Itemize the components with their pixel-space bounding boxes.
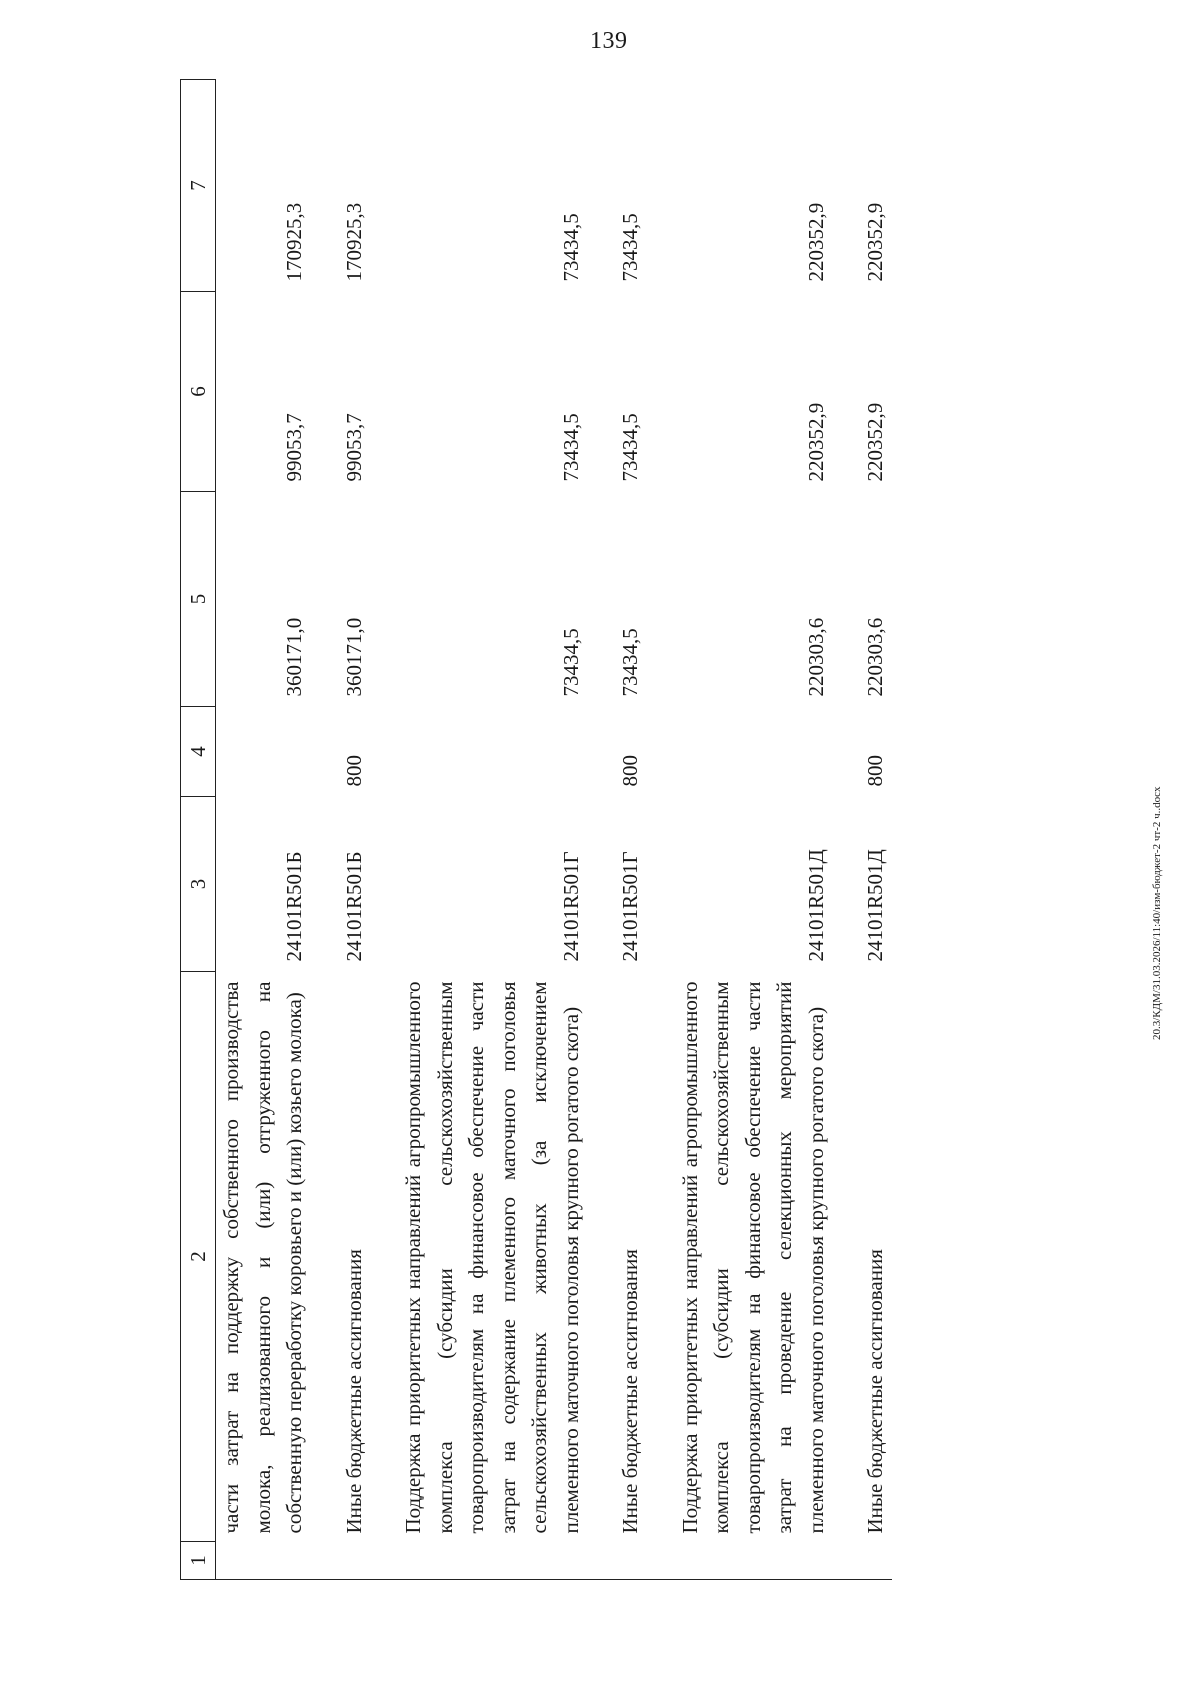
amount-col6-cell: 220352,9 <box>863 402 887 482</box>
description-cell: Иные бюджетные ассигнования <box>863 1249 887 1534</box>
row-number-cell <box>615 1542 675 1580</box>
row-number-cell <box>398 1542 615 1580</box>
header-col-6: 6 <box>181 292 216 492</box>
table-header <box>181 80 216 1580</box>
header-col-1: 1 <box>181 1542 216 1580</box>
table-row <box>398 80 615 1580</box>
amount-col7-cell: 220352,9 <box>803 202 828 282</box>
header-col-7: 7 <box>181 80 216 292</box>
description-cell: Поддержка приоритетных направлений агропромышленного комплекса (субсидии сельскохозяйственным товаропроизводителям на финансовое обеспечение части затрат на проведение селекционных мероприятий племенного маточного поголовья крупного рогатого скота) <box>677 981 828 1534</box>
row-number-cell <box>860 1542 892 1580</box>
target-code-cell: 24101R501Д <box>803 849 828 962</box>
budget-table <box>180 79 892 1580</box>
table-row <box>860 80 892 1580</box>
target-code-cell: 24101R501Б <box>282 851 306 962</box>
target-code-cell: 24101R501Г <box>558 851 583 962</box>
amount-col5-cell: 73434,5 <box>618 628 642 697</box>
description-cell: Иные бюджетные ассигнования <box>341 1249 366 1534</box>
header-col-2: 2 <box>181 972 216 1542</box>
amount-col7-cell: 220352,9 <box>863 202 887 282</box>
document-file-reference: 20.3/КДМ/31.03.2026/11:40/изм-бюджет-2 чт-2 ч..docx <box>1151 786 1163 1040</box>
row-number-cell <box>675 1542 861 1580</box>
row-number-cell <box>339 1542 399 1580</box>
amount-col6-cell: 99053,7 <box>282 413 306 482</box>
expense-type-cell: 800 <box>863 755 887 787</box>
amount-col7-cell: 73434,5 <box>558 213 583 282</box>
amount-col6-cell: 73434,5 <box>618 413 642 482</box>
description-cell: части затрат на поддержку собственного производства молока, реализованного и (или) отгруженного на собственную переработку коровьего и (или) козьего молока) <box>219 981 306 1534</box>
page-number: 139 <box>590 28 628 54</box>
table-row <box>216 80 339 1580</box>
header-col-5: 5 <box>181 492 216 707</box>
expense-type-cell: 800 <box>618 755 642 787</box>
amount-col5-cell: 220303,6 <box>803 617 828 697</box>
amount-col5-cell: 360171,0 <box>341 617 366 697</box>
amount-col5-cell: 220303,6 <box>863 617 887 697</box>
description-cell: Иные бюджетные ассигнования <box>618 1249 642 1534</box>
table-row <box>615 80 675 1580</box>
amount-col7-cell: 73434,5 <box>618 213 642 282</box>
target-code-cell: 24101R501Г <box>618 851 642 962</box>
amount-col7-cell: 170925,3 <box>341 202 366 282</box>
amount-col5-cell: 360171,0 <box>282 617 306 697</box>
target-code-cell: 24101R501Б <box>341 851 366 962</box>
amount-col6-cell: 73434,5 <box>558 413 583 482</box>
amount-col6-cell: 220352,9 <box>803 402 828 482</box>
header-col-4: 4 <box>181 707 216 797</box>
expense-type-cell <box>216 707 339 797</box>
description-cell: Поддержка приоритетных направлений агропромышленного комплекса (субсидии сельскохозяйственным товаропроизводителям на финансовое обеспечение части затрат на содержание племенного маточного поголовья сельскохозяйственных животных (за исключением племенного маточного поголовья крупного рогатого скота) <box>401 981 583 1534</box>
amount-col7-cell: 170925,3 <box>282 202 306 282</box>
expense-type-cell <box>398 707 615 797</box>
row-number-cell <box>216 1542 339 1580</box>
table-row <box>339 80 399 1580</box>
target-code-cell: 24101R501Д <box>863 849 887 962</box>
header-col-3: 3 <box>181 797 216 972</box>
amount-col6-cell: 99053,7 <box>341 413 366 482</box>
table-row <box>675 80 861 1580</box>
expense-type-cell <box>675 707 861 797</box>
budget-table-sheet <box>180 80 1040 1580</box>
amount-col5-cell: 73434,5 <box>558 628 583 697</box>
expense-type-cell: 800 <box>341 755 366 787</box>
